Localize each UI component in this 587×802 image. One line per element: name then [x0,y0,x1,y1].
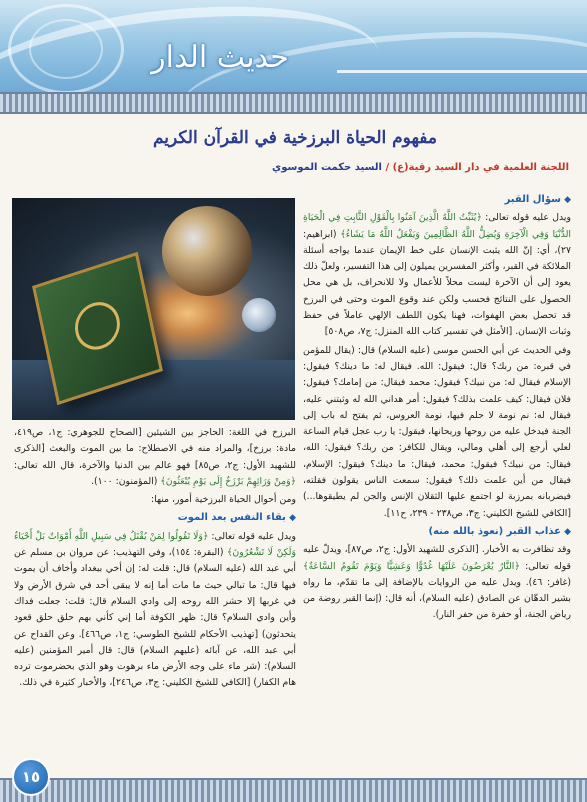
header-divider [337,70,587,73]
paragraph: وفي الحديث عن أبي الحسن موسى (عليه السلام) قال: (يقال للمؤمن في قبره: من ربك؟ قال: فيقول: الله. فيقال له: ما دينك؟ فيقول: الإسلام فيقال له: من نبيك؟ فيقول: محمد فيقال: من إمامك؟ فيقول: فلان فيقال: كيف علمت بذلك؟ فيقول: أمر هداني الله له وثبتني عليه، فيقال له: نم نومة لا حلم فيها، نومة العروس، ثم يفتح له باب إلى الجنة فيدخل عليه من روحها وريحانها، فيقول: يا رب عجل قيام الساعة لعلي أرجع إلى أهلي ومالي، ويقال للكافر: من ربك؟ فيقول: الله، فيقال: من نبيك؟ فيقول: محمد، فيقال: ما دينك؟ فيقول: الإسلام، فيقال من أين علمت ذلك؟ فيقول: سمعت الناس يقولون فقلته، فيضربانه بمرزبة لو اجتمع عليها الثقلان الإنس والجن لم يطيقوها...) [الكافي للشيخ الكليني: ج٣، ص٢٣٨ - ٢٣٩، ح١١]. [303,344,571,519]
quran-verse: ﴿النَّارُ يُعْرَضُونَ عَلَيْهَا غُدُوًّا وَعَشِيًّا وَيَوْمَ تَقُومُ السَّاعَةُ﴾ [303,560,520,572]
paragraph-text: (غافر: ٤٦). ويدل عليه من الروايات بالإضافة إلى ما تقدّم، ما رواه بشير الدهّان عن الصادق (عليه السلام)، أنه قال: (إنما القبر روضة من رياض الجنة، أو حفرة من حفر النار). [303,576,571,621]
planet-image [162,206,252,296]
byline [129,162,569,173]
page-number: ١٥ [12,758,50,796]
quran-verse: ﴿يُثَبِّتُ اللَّهُ الَّذِينَ آمَنُوا بِالْقَوْلِ الثَّابِتِ فِي الْحَيَاةِ الدُّنْيَا وَفِي الْآخِرَةِ وَيُضِلُّ اللَّهُ الظَّالِمِينَ وَيَفْعَلُ اللَّهُ مَا يَشَاءُ﴾ [303,212,571,240]
paragraph-text: (ابراهيم: ٢٧)، أي: إنّ الله يثبت الإنسان على خط الإيمان عندما يواجه أسئلة الملائكة في القبر، وأكثر المفسرين يميلون إلى هذا التفسير، ولعلّ ذلك يعود إلى أن الآخرة ليست محلاً للأعمال ولا للانحراف، بل هي محل الحصول على النتائج فحسب ولكن عند وقوع الموت وحتى في البرزخ قد تحصل بعض الهفوات، فهنا يكون اللطف الإلهي عاملاً في حفظ وثبات الإنسان. [الأمثل في تفسير كتاب الله المنزل: ج٧، ص٥٠٨] [303,228,571,338]
page-header [0,0,587,92]
diamond-bullet-icon: ◆ [560,195,571,205]
paragraph [14,529,296,692]
byline-author: السيد حكمت الموسوي [272,162,382,173]
footer-band [0,778,587,802]
decorative-band [0,92,587,114]
paragraph [303,542,571,623]
subheading-text: عذاب القبر (نعوذ بالله منه) [428,525,561,537]
paragraph-text: ويدل عليه قوله تعالى: [208,530,296,542]
subheading [14,510,296,526]
paragraph [14,425,296,490]
moon-image [242,298,276,332]
diamond-bullet-icon: ◆ [285,513,296,524]
subheading [303,524,571,540]
subheading-text: سؤال القبر [504,194,561,205]
paragraph [303,210,571,340]
left-column [14,425,296,775]
section-title: حديث الدار [151,40,289,75]
quran-verse: ﴿وَمِنْ وَرَائِهِمْ بَرْزَخٌ إِلَى يَوْمِ يُبْعَثُونَ﴾ [160,475,296,487]
quran-space-photo [12,198,295,420]
quran-verse: ﴿وَلَا تَقُولُوا لِمَنْ يُقْتَلُ فِي سَبِيلِ اللَّهِ أَمْوَاتٌ بَلْ أَحْيَاءٌ وَلَكِنْ لَا تَشْعُرُونَ﴾ [14,530,296,559]
right-column [303,190,571,750]
paragraph-text: وقد تظافرت به الأخبار. [الذكرى للشهيد الأول: ج٢، ص٨٧]، ويدلّ عليه قوله تعالى: [303,544,571,572]
paragraph-text: البرزخ في اللغة: الحاجز بين الشيئين [الصحاح للجوهري: ج١، ص٤١٩، مادة: برزخ]، والمراد منه في الاصطلاح: ما بين الموت والبعث [الذكرى للشهيد الأول: ج٢، ص٨٥] فهو عالم بين الدنيا والآخرة، قال الله تعالى: [14,427,296,471]
subheading [303,192,571,208]
paragraph-text: ويدل عليه قوله تعالى: [481,212,571,224]
calligraphy-emblem [8,4,124,92]
article-title: مفهوم الحياة البرزخية في القرآن الكريم [152,128,437,148]
book-medallion [71,296,124,355]
paragraph: ومن أحوال الحياة البرزخية أمور، منها: [151,494,296,506]
diamond-bullet-icon: ◆ [560,526,571,537]
paragraph-text: (البقرة: ١٥٤)، وفي التهذيب: عن مروان بن مسلم عن أبي عبد الله (عليه السلام) قال: قلت له: إن أخي ببغداد وأخاف أن يموت فيها قال: ما تبالي حيث ما مات أما إنه لا يبقى أحد في شرق الأرض ولا في غربها إلا حشر الله روحه إلى وادي السلام قال: قلت: جعلت فداك وأين وادي السلام؟ قال: ظهر الكوفة أما إني كأني بهم حلق حلق قعود يتحدثون) [تهذيب الأحكام للشيخ الطوسي: ج١، ص٤٦٦]. وعن القداح عن أبي عبد الله، عن آبائه (عليهم السلام) قال: قال أمير المؤمنين (عليه السلام): (شر ماء على وجه الأرض ماء برهوت وهو الذي بحضرموت ترده هام الكفار) [الكافي للشيخ الكليني: ج٣، ص٢٤٦]، والأخبار كثيرة في ذلك. [14,547,296,689]
paragraph-text: (المؤمنون: ١٠٠). [91,475,161,487]
subheading-text: بقاء النفس بعد الموت [177,512,286,524]
byline-organization: اللجنة العلمية في دار السيد رقية(ع) / [381,162,569,173]
